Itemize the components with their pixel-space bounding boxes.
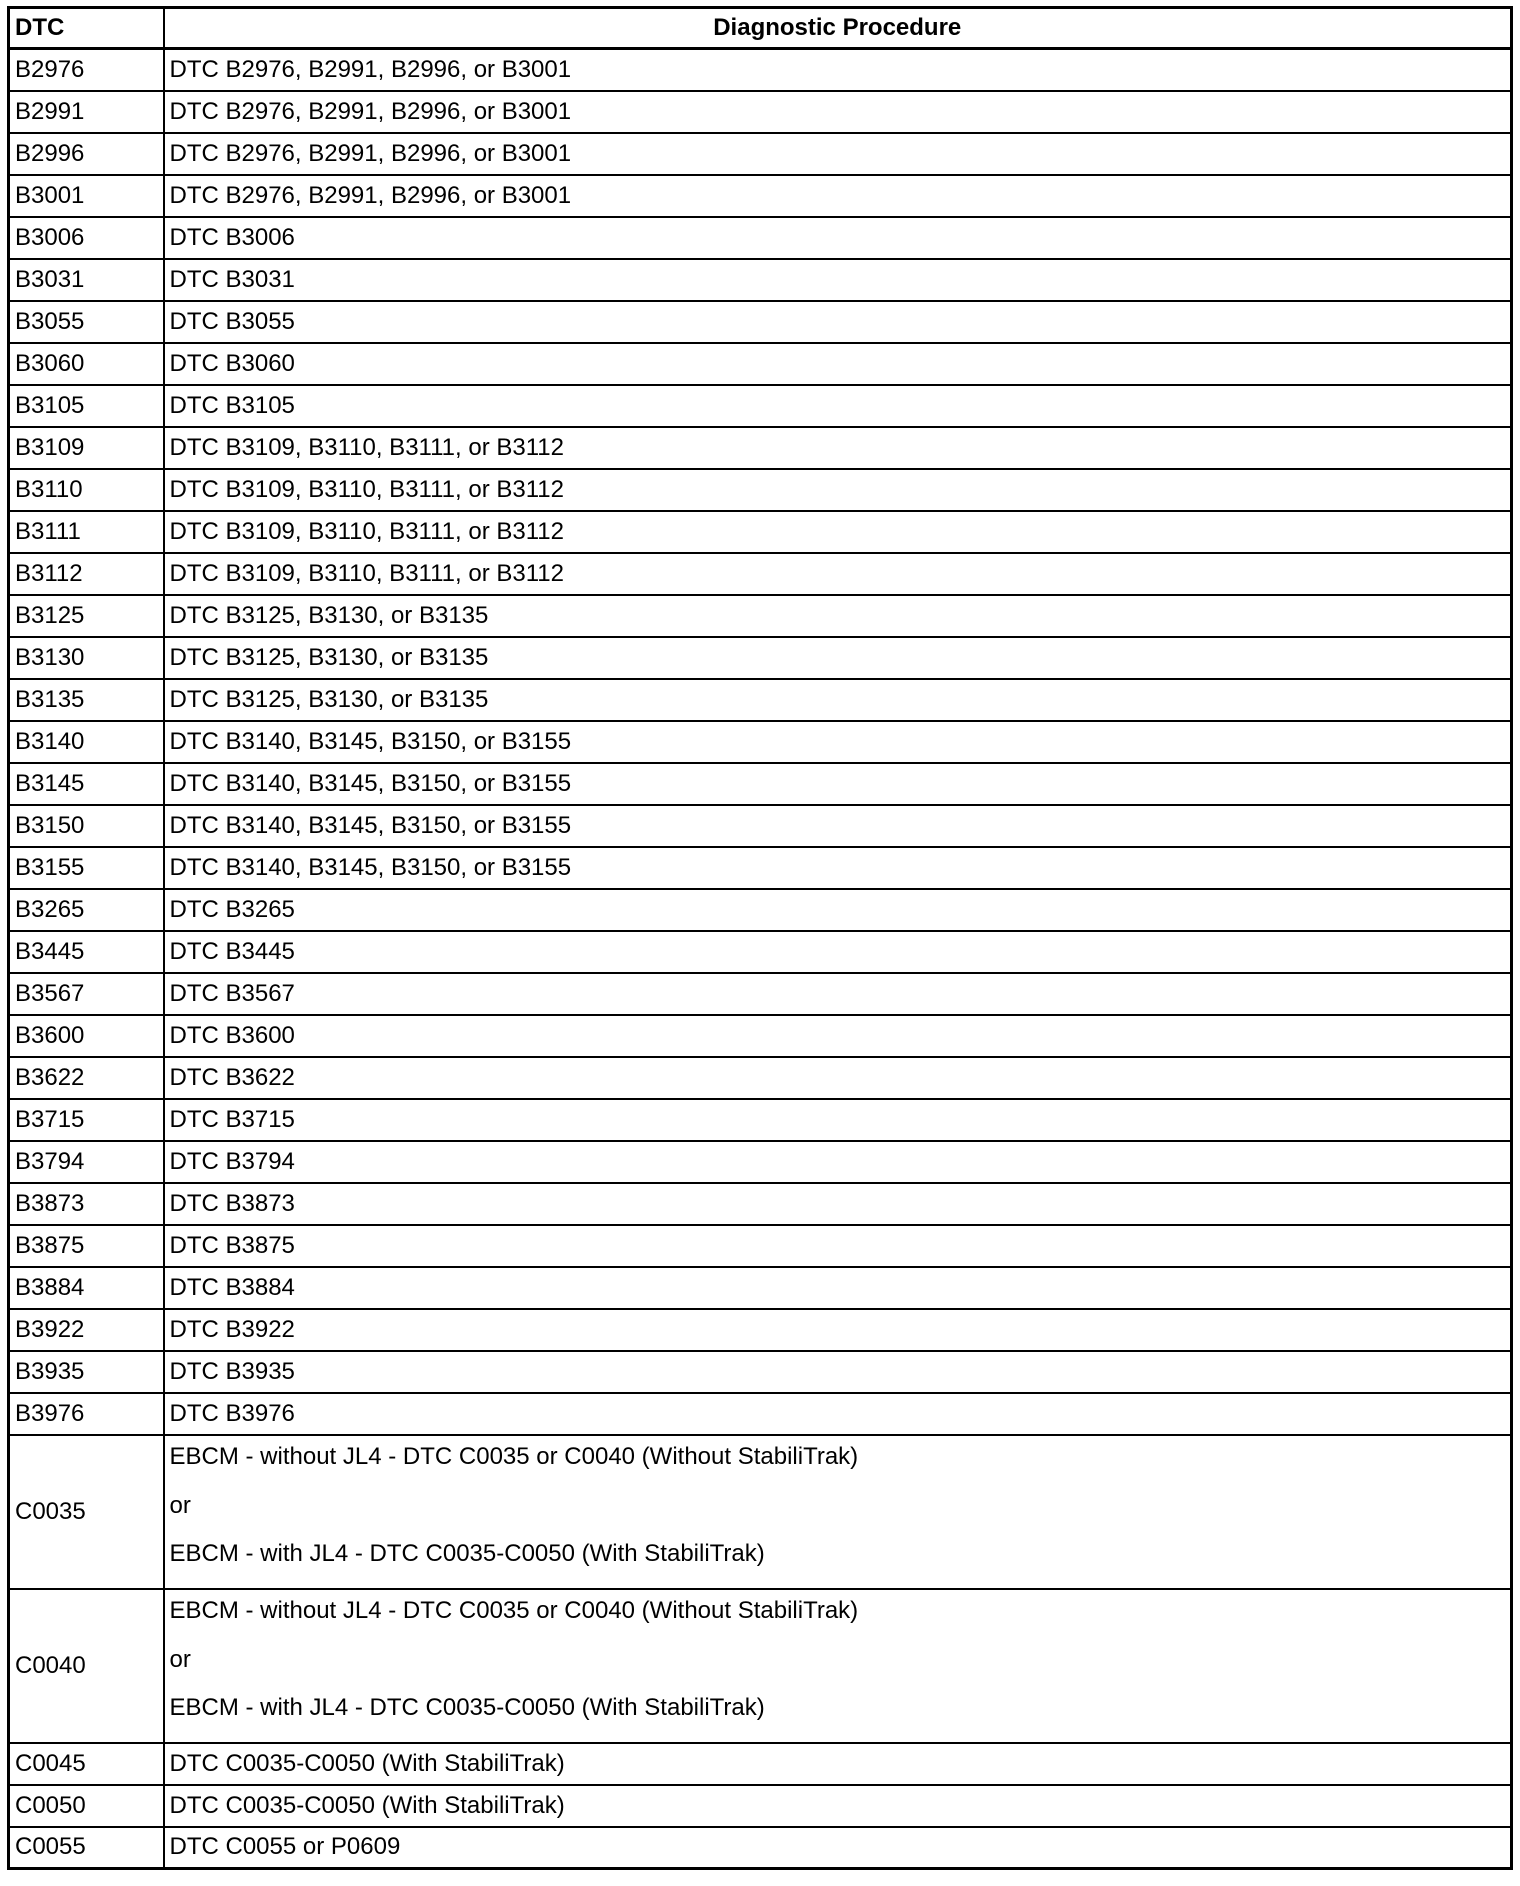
diagnostic-procedure-cell: DTC B3265 bbox=[164, 889, 1512, 931]
dtc-code-cell: B3622 bbox=[9, 1057, 164, 1099]
dtc-code-cell: B3111 bbox=[9, 511, 164, 553]
procedure-line: EBCM - with JL4 - DTC C0035-C0050 (With StabiliTrak) bbox=[169, 1539, 765, 1567]
table-row bbox=[9, 973, 1512, 1015]
dtc-code-cell: B3445 bbox=[9, 931, 164, 973]
diagnostic-procedure-cell: DTC B3140, B3145, B3150, or B3155 bbox=[164, 847, 1512, 889]
table-row bbox=[9, 1057, 1512, 1099]
diagnostic-procedure-cell: DTC B3055 bbox=[164, 301, 1512, 343]
dtc-code-cell: B3105 bbox=[9, 385, 164, 427]
table-body bbox=[9, 49, 1512, 1869]
dtc-code-cell: B3875 bbox=[9, 1225, 164, 1267]
diagnostic-procedure-cell: DTC B3715 bbox=[164, 1099, 1512, 1141]
table-row bbox=[9, 343, 1512, 385]
dtc-code-cell: B3006 bbox=[9, 217, 164, 259]
table-header-row bbox=[9, 8, 1512, 49]
dtc-code-cell: B3935 bbox=[9, 1351, 164, 1393]
table-row bbox=[9, 1099, 1512, 1141]
table-row bbox=[9, 1827, 1512, 1869]
table-row bbox=[9, 511, 1512, 553]
diagnostic-procedure-cell: DTC B2976, B2991, B2996, or B3001 bbox=[164, 49, 1512, 91]
column-header-dtc: DTC bbox=[9, 8, 164, 49]
diagnostic-procedure-cell: DTC B3445 bbox=[164, 931, 1512, 973]
diagnostic-procedure-cell: DTC B3935 bbox=[164, 1351, 1512, 1393]
dtc-code-cell: B3150 bbox=[9, 805, 164, 847]
dtc-code-cell: B3873 bbox=[9, 1183, 164, 1225]
procedure-line: or bbox=[169, 1491, 191, 1519]
diagnostic-procedure-cell: DTC B2976, B2991, B2996, or B3001 bbox=[164, 175, 1512, 217]
procedure-line: or bbox=[169, 1645, 191, 1673]
table-row bbox=[9, 637, 1512, 679]
dtc-code-cell: B3794 bbox=[9, 1141, 164, 1183]
diagnostic-procedure-cell: DTC B3976 bbox=[164, 1393, 1512, 1435]
procedure-line: EBCM - with JL4 - DTC C0035-C0050 (With StabiliTrak) bbox=[169, 1693, 765, 1721]
table-row bbox=[9, 1267, 1512, 1309]
diagnostic-procedure-cell: DTC B3109, B3110, B3111, or B3112 bbox=[164, 469, 1512, 511]
procedure-line: EBCM - without JL4 - DTC C0035 or C0040 (Without StabiliTrak) bbox=[169, 1442, 859, 1470]
dtc-code-cell: B3145 bbox=[9, 763, 164, 805]
diagnostic-procedure-cell: DTC B3873 bbox=[164, 1183, 1512, 1225]
diagnostic-procedure-cell bbox=[164, 1589, 1512, 1743]
dtc-code-cell: B3001 bbox=[9, 175, 164, 217]
table-row bbox=[9, 931, 1512, 973]
table-row bbox=[9, 49, 1512, 91]
table-row bbox=[9, 175, 1512, 217]
procedure-line: EBCM - without JL4 - DTC C0035 or C0040 (Without StabiliTrak) bbox=[169, 1596, 859, 1624]
diagnostic-procedure-cell: DTC B3105 bbox=[164, 385, 1512, 427]
diagnostic-procedure-cell: DTC B3125, B3130, or B3135 bbox=[164, 637, 1512, 679]
table-row bbox=[9, 469, 1512, 511]
table-row bbox=[9, 1743, 1512, 1785]
dtc-code-cell: B3130 bbox=[9, 637, 164, 679]
dtc-code-cell: B3976 bbox=[9, 1393, 164, 1435]
table-row bbox=[9, 301, 1512, 343]
diagnostic-procedure-cell: DTC B3140, B3145, B3150, or B3155 bbox=[164, 763, 1512, 805]
diagnostic-procedure-cell: DTC B3125, B3130, or B3135 bbox=[164, 595, 1512, 637]
table-row bbox=[9, 595, 1512, 637]
diagnostic-procedure-cell: DTC B3794 bbox=[164, 1141, 1512, 1183]
table-row bbox=[9, 1589, 1512, 1743]
dtc-code-cell: B3125 bbox=[9, 595, 164, 637]
dtc-code-cell: B3031 bbox=[9, 259, 164, 301]
table-row bbox=[9, 217, 1512, 259]
dtc-code-cell: B3715 bbox=[9, 1099, 164, 1141]
dtc-code-cell: C0055 bbox=[9, 1827, 164, 1869]
diagnostic-procedure-cell: DTC B3140, B3145, B3150, or B3155 bbox=[164, 805, 1512, 847]
diagnostic-procedure-cell: DTC B2976, B2991, B2996, or B3001 bbox=[164, 133, 1512, 175]
dtc-code-cell: B3109 bbox=[9, 427, 164, 469]
dtc-code-cell: B3265 bbox=[9, 889, 164, 931]
table-row bbox=[9, 889, 1512, 931]
dtc-code-cell: B3135 bbox=[9, 679, 164, 721]
diagnostic-procedure-cell: DTC B3060 bbox=[164, 343, 1512, 385]
table-row bbox=[9, 91, 1512, 133]
diagnostic-procedure-cell: DTC B3884 bbox=[164, 1267, 1512, 1309]
dtc-code-cell: B3567 bbox=[9, 973, 164, 1015]
dtc-code-cell: C0045 bbox=[9, 1743, 164, 1785]
dtc-code-cell: C0035 bbox=[9, 1435, 164, 1589]
table-row bbox=[9, 385, 1512, 427]
dtc-code-cell: B3110 bbox=[9, 469, 164, 511]
dtc-code-cell: B3600 bbox=[9, 1015, 164, 1057]
table-row bbox=[9, 1785, 1512, 1827]
table-row bbox=[9, 427, 1512, 469]
table-row bbox=[9, 553, 1512, 595]
table-row bbox=[9, 1225, 1512, 1267]
diagnostic-procedure-cell: DTC B3922 bbox=[164, 1309, 1512, 1351]
table-row bbox=[9, 133, 1512, 175]
dtc-code-cell: C0050 bbox=[9, 1785, 164, 1827]
dtc-code-cell: B3140 bbox=[9, 721, 164, 763]
dtc-code-cell: B3884 bbox=[9, 1267, 164, 1309]
diagnostic-procedure-cell: DTC B3622 bbox=[164, 1057, 1512, 1099]
diagnostic-procedure-cell: DTC B3125, B3130, or B3135 bbox=[164, 679, 1512, 721]
table-row bbox=[9, 1435, 1512, 1589]
dtc-table bbox=[7, 6, 1513, 1870]
column-header-diagnostic-procedure: Diagnostic Procedure bbox=[164, 8, 1512, 49]
diagnostic-procedure-cell: DTC B3567 bbox=[164, 973, 1512, 1015]
diagnostic-procedure-cell: DTC B3109, B3110, B3111, or B3112 bbox=[164, 511, 1512, 553]
diagnostic-procedure-cell: DTC B2976, B2991, B2996, or B3001 bbox=[164, 91, 1512, 133]
diagnostic-procedure-cell: DTC C0035-C0050 (With StabiliTrak) bbox=[164, 1743, 1512, 1785]
dtc-code-cell: B2996 bbox=[9, 133, 164, 175]
table-row bbox=[9, 1309, 1512, 1351]
diagnostic-procedure-cell: DTC C0035-C0050 (With StabiliTrak) bbox=[164, 1785, 1512, 1827]
table-row bbox=[9, 1015, 1512, 1057]
diagnostic-procedure-cell: DTC C0055 or P0609 bbox=[164, 1827, 1512, 1869]
table-row bbox=[9, 1351, 1512, 1393]
dtc-code-cell: B3112 bbox=[9, 553, 164, 595]
diagnostic-procedure-cell: DTC B3875 bbox=[164, 1225, 1512, 1267]
dtc-code-cell: B2976 bbox=[9, 49, 164, 91]
table-row bbox=[9, 679, 1512, 721]
table-row bbox=[9, 259, 1512, 301]
table-row bbox=[9, 721, 1512, 763]
diagnostic-procedure-cell: DTC B3109, B3110, B3111, or B3112 bbox=[164, 553, 1512, 595]
dtc-table-container bbox=[7, 6, 1513, 1870]
table-row bbox=[9, 1141, 1512, 1183]
diagnostic-procedure-cell: DTC B3140, B3145, B3150, or B3155 bbox=[164, 721, 1512, 763]
table-row bbox=[9, 1183, 1512, 1225]
diagnostic-procedure-cell: DTC B3031 bbox=[164, 259, 1512, 301]
table-row bbox=[9, 847, 1512, 889]
diagnostic-procedure-cell: DTC B3006 bbox=[164, 217, 1512, 259]
dtc-code-cell: B2991 bbox=[9, 91, 164, 133]
dtc-code-cell: B3922 bbox=[9, 1309, 164, 1351]
dtc-code-cell: B3155 bbox=[9, 847, 164, 889]
table-row bbox=[9, 1393, 1512, 1435]
diagnostic-procedure-cell: DTC B3109, B3110, B3111, or B3112 bbox=[164, 427, 1512, 469]
diagnostic-procedure-cell: DTC B3600 bbox=[164, 1015, 1512, 1057]
dtc-code-cell: B3055 bbox=[9, 301, 164, 343]
dtc-code-cell: C0040 bbox=[9, 1589, 164, 1743]
diagnostic-procedure-cell bbox=[164, 1435, 1512, 1589]
dtc-code-cell: B3060 bbox=[9, 343, 164, 385]
table-row bbox=[9, 805, 1512, 847]
table-row bbox=[9, 763, 1512, 805]
